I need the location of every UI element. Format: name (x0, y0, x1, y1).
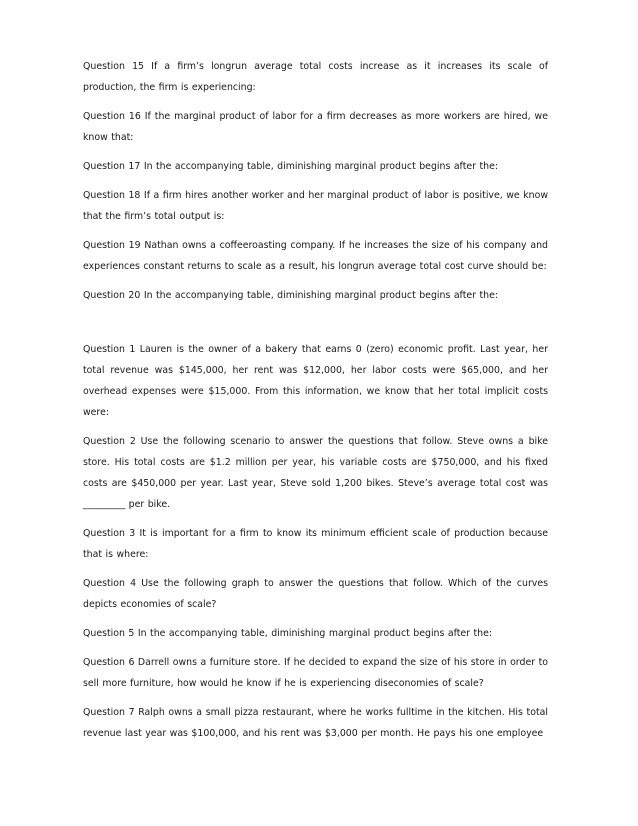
question-2: Question 2 Use the following scenario to answer the questions that follow. Steve owns a bike store. His total costs are $1.2 million per year, his variable costs are $750,000, and his fixed costs are $450,000 per year. Last year, Steve sold 1,200 bikes. Steve’s average total cost was _________ per bike. (83, 436, 548, 510)
question-6: Question 6 Darrell owns a furniture store. If he decided to expand the size of his store in order to sell more furniture, how would he know if he is experiencing diseconomies of scale? (83, 657, 548, 689)
question-4: Question 4 Use the following graph to answer the questions that follow. Which of the curves depicts economies of scale? (83, 578, 548, 610)
section-gap (83, 314, 548, 339)
question-5: Question 5 In the accompanying table, diminishing marginal product begins after the: (83, 628, 493, 639)
question-19: Question 19 Nathan owns a coffeeroasting company. If he increases the size of his company and experiences constant returns to scale as a result, his longrun average total cost curve should be: (83, 240, 548, 272)
question-1: Question 1 Lauren is the owner of a bakery that earns 0 (zero) economic profit. Last year, her total revenue was $145,000, her rent was $12,000, her labor costs were $65,000, and her overhead expenses were $15,000. From this information, we know that her total implicit costs were: (83, 344, 548, 418)
question-17: Question 17 In the accompanying table, diminishing marginal product begins after the: (83, 161, 499, 172)
question-15: Question 15 If a firm’s longrun average total costs increase as it increases its scale of production, the firm is experiencing: (83, 61, 548, 93)
document-page (83, 56, 548, 752)
question-20: Question 20 In the accompanying table, diminishing marginal product begins after the: (83, 290, 499, 301)
question-7: Question 7 Ralph owns a small pizza restaurant, where he works fulltime in the kitchen. His total revenue last year was $100,000, and his rent was $3,000 per month. He pays his one employee (83, 707, 548, 739)
question-3: Question 3 It is important for a firm to know its minimum efficient scale of production because that is where: (83, 528, 548, 560)
question-16: Question 16 If the marginal product of labor for a firm decreases as more workers are hired, we know that: (83, 111, 548, 143)
question-18: Question 18 If a firm hires another worker and her marginal product of labor is positive, we know that the firm’s total output is: (83, 190, 548, 222)
